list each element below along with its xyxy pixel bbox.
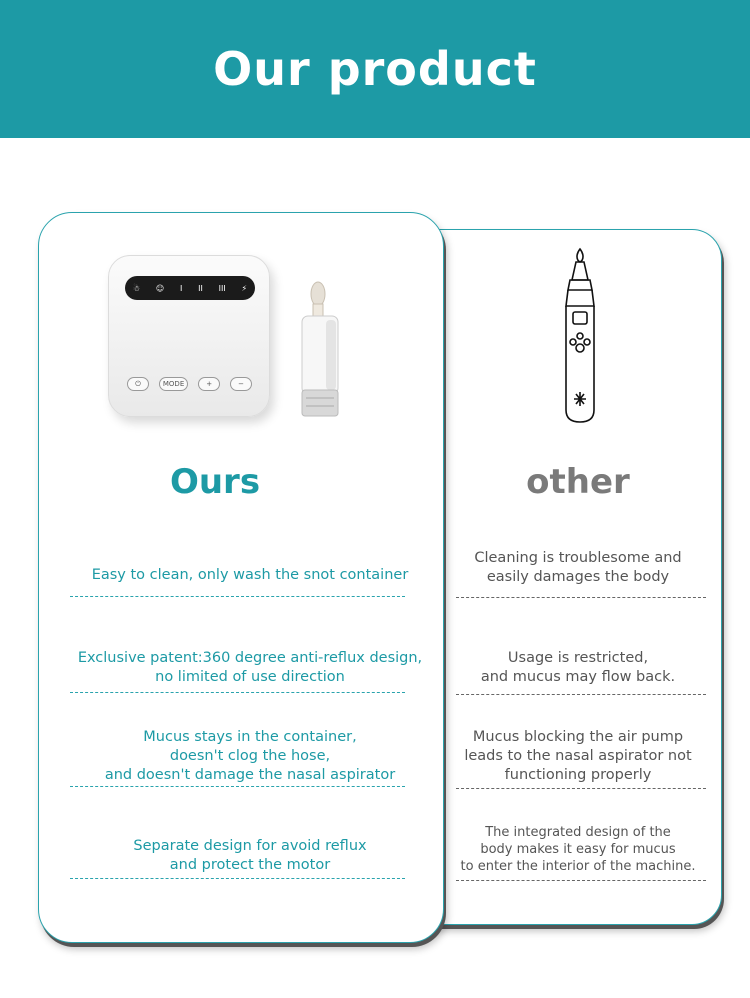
ours-divider-4 (70, 878, 405, 879)
other-feature-3: Mucus blocking the air pump leads to the nasal aspirator not functioning properly (464, 729, 692, 783)
person-icon: ☺ (155, 283, 165, 293)
handheld-aspirator-image (296, 280, 346, 420)
baby-icon: ☃ (132, 283, 141, 293)
ours-feature-1: Easy to clean, only wash the snot container (91, 567, 409, 583)
level-3-icon: III (218, 283, 226, 293)
minus-icon: − (230, 377, 252, 391)
other-divider-3 (456, 788, 706, 789)
other-aspirator-image (552, 246, 608, 426)
ours-feature-2: Exclusive patent:360 degree anti-reflux design, no limited of use direction (77, 650, 423, 685)
plus-icon: + (198, 377, 220, 391)
ours-feature-4: Separate design for avoid reflux and protect the motor (133, 838, 367, 873)
other-feature-4: The integrated design of the body makes it easy for mucus to enter the interior of the machine. (460, 825, 696, 874)
device-control-panel (125, 276, 255, 300)
header-banner (0, 0, 750, 138)
ours-device-image (108, 255, 270, 417)
ours-feature-3: Mucus stays in the container, doesn't clog the hose, and doesn't damage the nasal aspirator (104, 729, 396, 783)
other-divider-1 (456, 597, 706, 598)
ours-divider-2 (70, 692, 405, 693)
mode-label: MODE (159, 377, 188, 391)
other-divider-2 (456, 694, 706, 695)
level-2-icon: II (198, 283, 203, 293)
ours-title: Ours (169, 462, 261, 502)
other-feature-1: Cleaning is troublesome and easily damages the body (474, 550, 682, 585)
other-divider-4 (456, 880, 706, 881)
device-button-row (127, 376, 252, 392)
other-title: other (526, 462, 630, 502)
page-title: Our product (213, 42, 537, 96)
ours-divider-1 (70, 596, 405, 597)
other-feature-2: Usage is restricted, and mucus may flow back. (480, 650, 676, 685)
level-1-icon: I (179, 283, 183, 293)
bolt-icon: ⚡ (241, 283, 248, 293)
ours-divider-3 (70, 786, 405, 787)
power-icon: ⏻ (127, 377, 149, 391)
